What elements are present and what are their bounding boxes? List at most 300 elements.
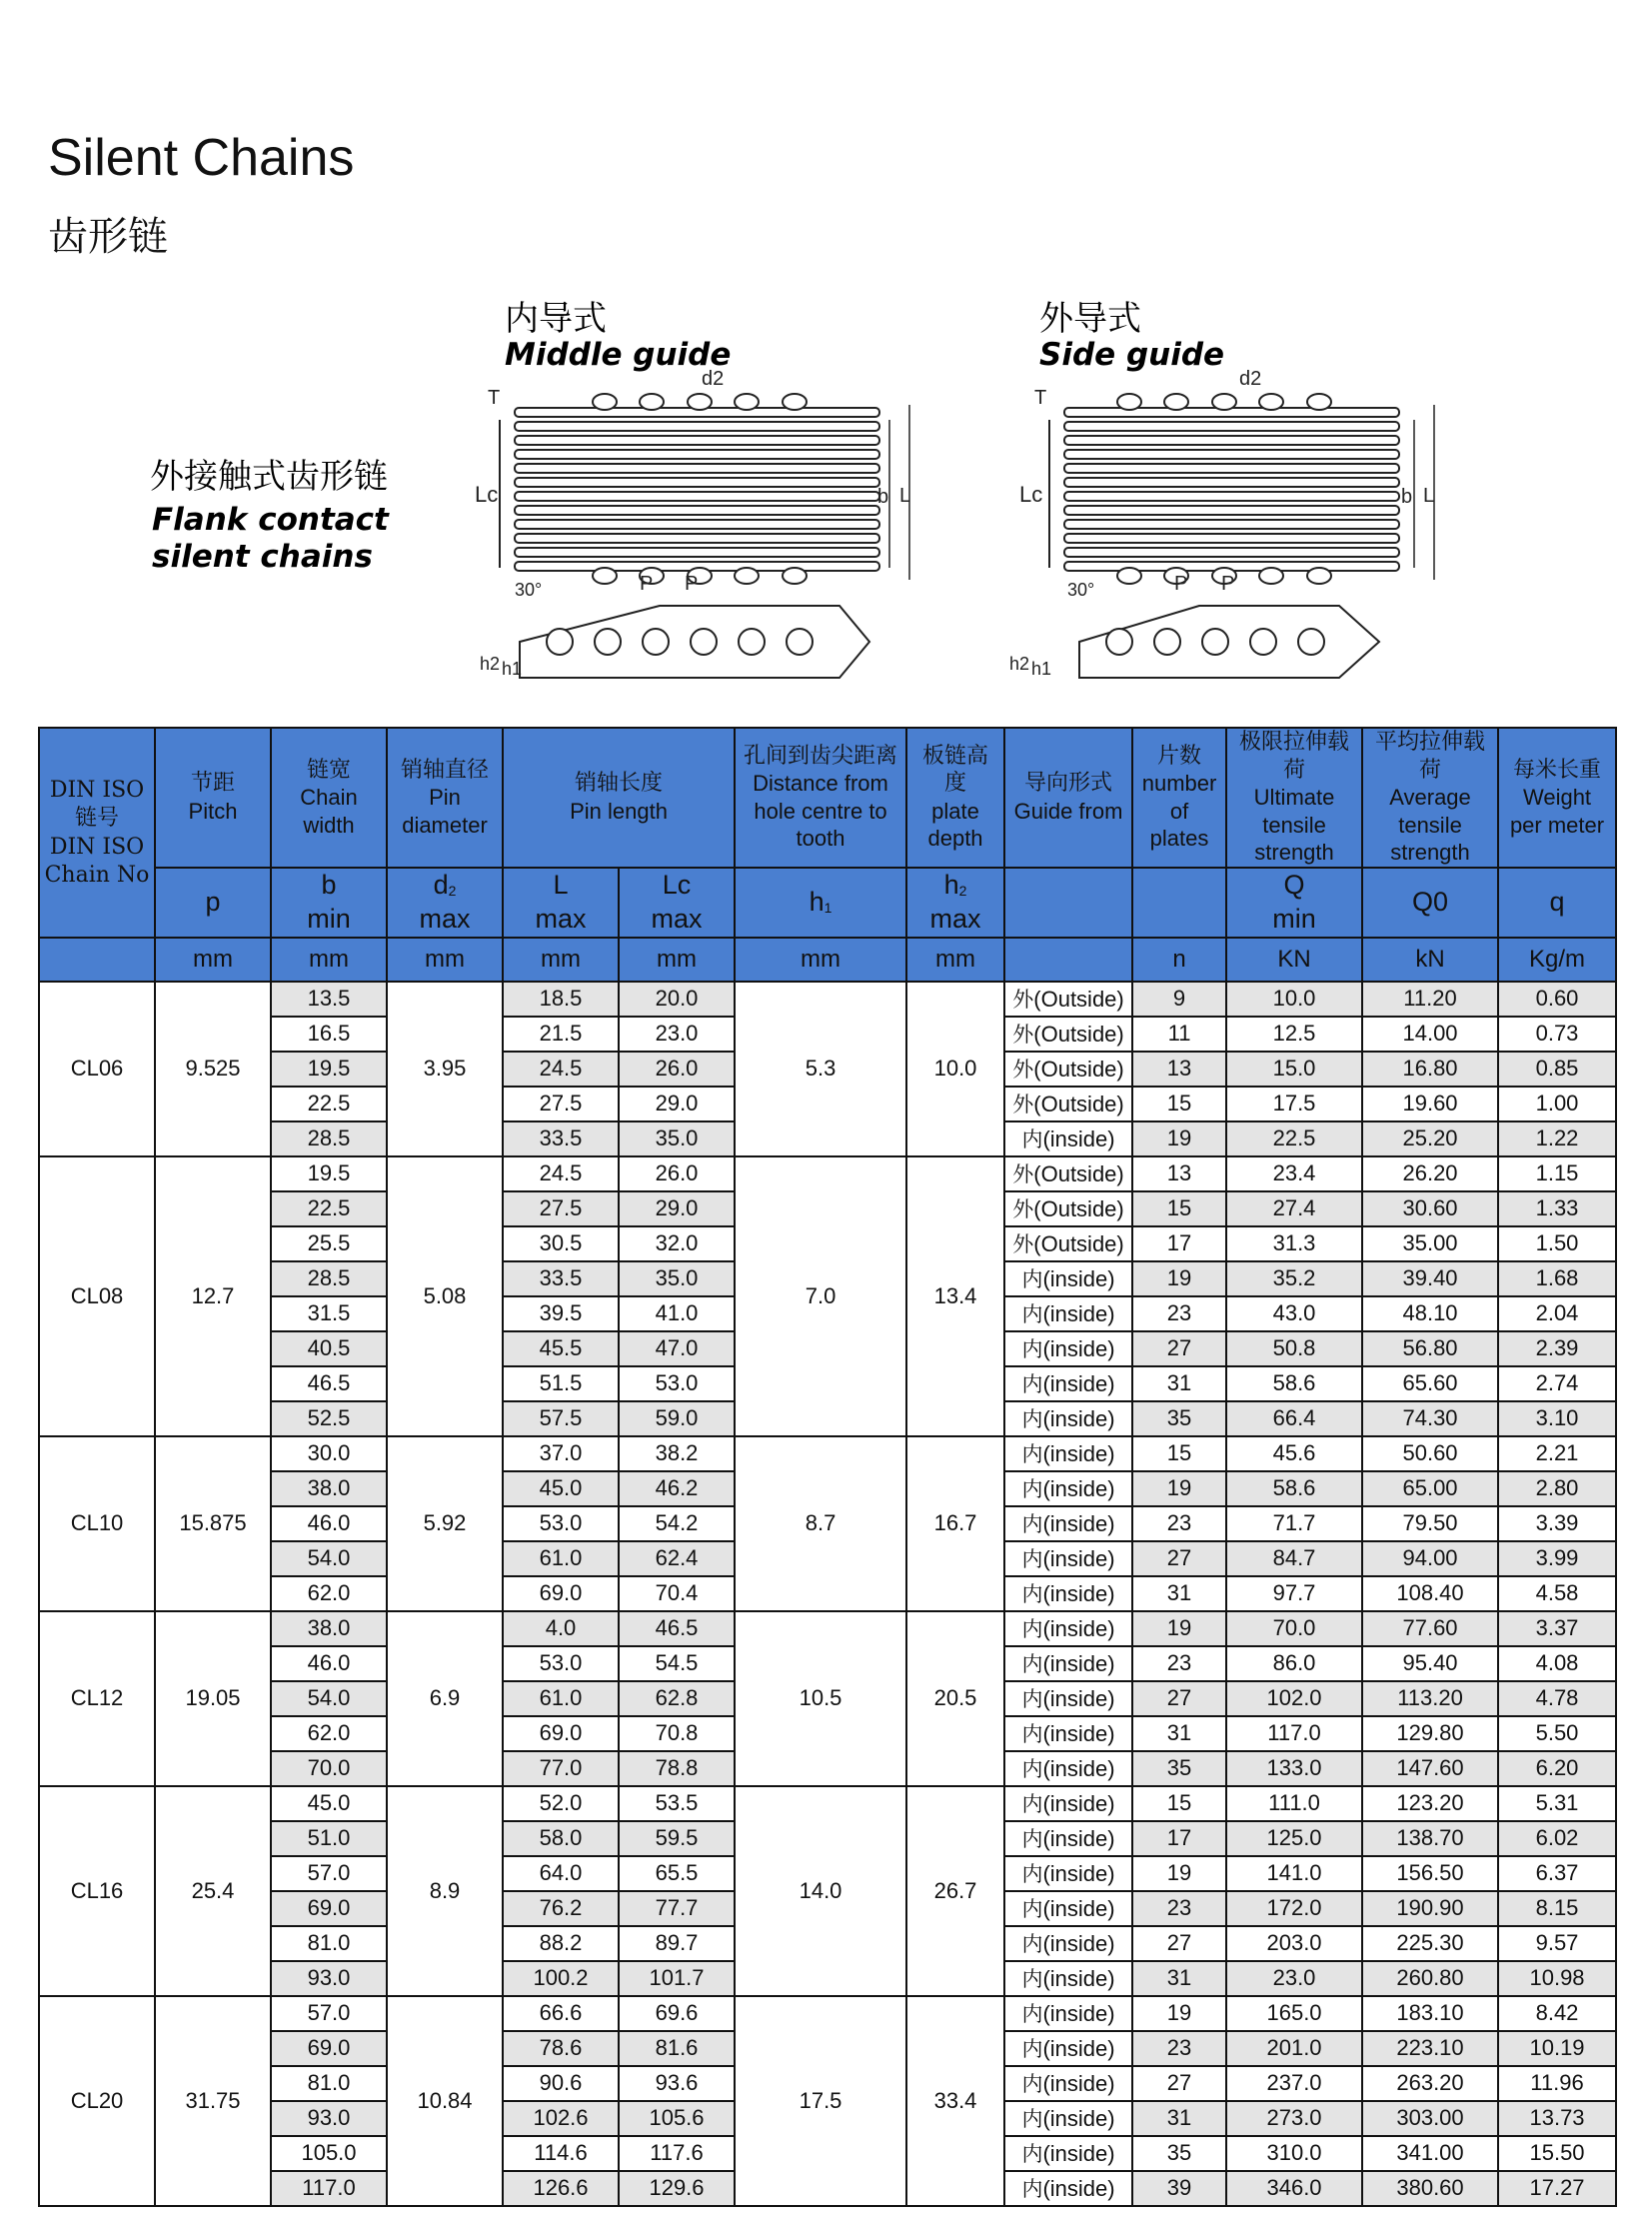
- guide-cell: 内(inside): [1004, 1961, 1132, 1996]
- h1-cell: 5.3: [735, 982, 906, 1156]
- plates-cell: 9: [1132, 982, 1226, 1017]
- pin-length-L-cell: 126.6: [503, 2171, 619, 2206]
- pin-length-L-cell: 24.5: [503, 1156, 619, 1191]
- pin-length-L-cell: 76.2: [503, 1891, 619, 1926]
- label-b-side: b: [1401, 486, 1413, 508]
- guide-cell: 外(Outside): [1004, 1017, 1132, 1052]
- average-cell: 147.60: [1362, 1751, 1498, 1786]
- average-cell: 113.20: [1362, 1681, 1498, 1716]
- sym-p: p: [155, 868, 271, 938]
- pitch-cell: 19.05: [155, 1611, 271, 1786]
- pin-length-L-cell: 61.0: [503, 1541, 619, 1576]
- ultimate-cell: 97.7: [1226, 1576, 1362, 1611]
- ultimate-cell: 43.0: [1226, 1296, 1362, 1331]
- sym-d2: $d_2$ max: [387, 868, 503, 938]
- weight-cell: 3.37: [1498, 1611, 1616, 1646]
- guide-cell: 内(inside): [1004, 1926, 1132, 1961]
- plates-cell: 31: [1132, 1961, 1226, 1996]
- guide-cell: 内(inside): [1004, 1541, 1132, 1576]
- average-cell: 16.80: [1362, 1052, 1498, 1087]
- pin-length-Lc-cell: 26.0: [619, 1052, 735, 1087]
- pin-length-Lc-cell: 59.0: [619, 1401, 735, 1436]
- average-cell: 35.00: [1362, 1226, 1498, 1261]
- table-row: [39, 1156, 1616, 1191]
- average-cell: 223.10: [1362, 2031, 1498, 2066]
- average-cell: 56.80: [1362, 1331, 1498, 1366]
- table-row: [39, 1786, 1616, 1821]
- width-cell: 57.0: [271, 1996, 387, 2031]
- average-cell: 183.10: [1362, 1996, 1498, 2031]
- average-cell: 190.90: [1362, 1891, 1498, 1926]
- h2-cell: 20.5: [906, 1611, 1004, 1786]
- unit-empty: [39, 938, 155, 982]
- plates-cell: 13: [1132, 1156, 1226, 1191]
- pin-length-Lc-cell: 81.6: [619, 2031, 735, 2066]
- plates-cell: 39: [1132, 2171, 1226, 2206]
- pin-length-L-cell: 4.0: [503, 1611, 619, 1646]
- guide-cell: 内(inside): [1004, 1646, 1132, 1681]
- weight-cell: 10.98: [1498, 1961, 1616, 1996]
- ultimate-cell: 15.0: [1226, 1052, 1362, 1087]
- unit-cell: mm: [735, 938, 906, 982]
- sym-Q0: Q0: [1362, 868, 1498, 938]
- ultimate-cell: 70.0: [1226, 1611, 1362, 1646]
- guide-cell: 内(inside): [1004, 1856, 1132, 1891]
- plates-cell: 23: [1132, 2031, 1226, 2066]
- hdr-pin-dia: 销轴直径 Pin diameter: [387, 728, 503, 868]
- guide-cell: 内(inside): [1004, 1996, 1132, 2031]
- label-P1: P: [640, 573, 654, 595]
- pin-length-L-cell: 57.5: [503, 1401, 619, 1436]
- width-cell: 70.0: [271, 1751, 387, 1786]
- pin-length-Lc-cell: 41.0: [619, 1296, 735, 1331]
- average-cell: 77.60: [1362, 1611, 1498, 1646]
- pin-length-Lc-cell: 29.0: [619, 1191, 735, 1226]
- guide-cell: 内(inside): [1004, 1296, 1132, 1331]
- h1-cell: 7.0: [735, 1156, 906, 1436]
- width-cell: 16.5: [271, 1017, 387, 1052]
- weight-cell: 3.10: [1498, 1401, 1616, 1436]
- label-b: b: [877, 486, 889, 508]
- guide-cell: 内(inside): [1004, 1751, 1132, 1786]
- width-cell: 28.5: [271, 1261, 387, 1296]
- pin-length-L-cell: 90.6: [503, 2066, 619, 2101]
- pitch-cell: 12.7: [155, 1156, 271, 1436]
- ultimate-cell: 35.2: [1226, 1261, 1362, 1296]
- pitch-cell: 15.875: [155, 1436, 271, 1611]
- ultimate-cell: 346.0: [1226, 2171, 1362, 2206]
- average-cell: 260.80: [1362, 1961, 1498, 1996]
- plates-cell: 15: [1132, 1087, 1226, 1121]
- average-cell: 11.20: [1362, 982, 1498, 1017]
- ultimate-cell: 58.6: [1226, 1471, 1362, 1506]
- width-cell: 31.5: [271, 1296, 387, 1331]
- width-cell: 38.0: [271, 1471, 387, 1506]
- pin-length-L-cell: 78.6: [503, 2031, 619, 2066]
- pin-length-L-cell: 39.5: [503, 1296, 619, 1331]
- weight-cell: 17.27: [1498, 2171, 1616, 2206]
- average-cell: 138.70: [1362, 1821, 1498, 1856]
- guide-cell: 内(inside): [1004, 1786, 1132, 1821]
- plates-cell: 31: [1132, 1716, 1226, 1751]
- width-cell: 57.0: [271, 1856, 387, 1891]
- width-cell: 117.0: [271, 2171, 387, 2206]
- pin-length-Lc-cell: 78.8: [619, 1751, 735, 1786]
- pin-length-Lc-cell: 70.8: [619, 1716, 735, 1751]
- pin-length-Lc-cell: 77.7: [619, 1891, 735, 1926]
- pin-length-Lc-cell: 105.6: [619, 2101, 735, 2136]
- pin-length-Lc-cell: 46.5: [619, 1611, 735, 1646]
- average-cell: 225.30: [1362, 1926, 1498, 1961]
- unit-cell: [1004, 938, 1132, 982]
- plates-cell: 23: [1132, 1296, 1226, 1331]
- unit-cell: mm: [503, 938, 619, 982]
- h2-cell: 26.7: [906, 1786, 1004, 1996]
- h1-cell: 17.5: [735, 1996, 906, 2206]
- pin-length-L-cell: 64.0: [503, 1856, 619, 1891]
- guide-cell: 内(inside): [1004, 1401, 1132, 1436]
- pin-length-L-cell: 114.6: [503, 2136, 619, 2171]
- ultimate-cell: 111.0: [1226, 1786, 1362, 1821]
- weight-cell: 6.20: [1498, 1751, 1616, 1786]
- pin-length-L-cell: 21.5: [503, 1017, 619, 1052]
- weight-cell: 5.50: [1498, 1716, 1616, 1751]
- chain-no-cell: CL08: [39, 1156, 155, 1436]
- pin-length-L-cell: 100.2: [503, 1961, 619, 1996]
- hdr-pitch: 节距 Pitch: [155, 728, 271, 868]
- ultimate-cell: 23.4: [1226, 1156, 1362, 1191]
- hdr-weight: 每米长重 Weight per meter: [1498, 728, 1616, 868]
- unit-cell: mm: [271, 938, 387, 982]
- hdr-plates: 片数 number of plates: [1132, 728, 1226, 868]
- pin-length-Lc-cell: 26.0: [619, 1156, 735, 1191]
- average-cell: 14.00: [1362, 1017, 1498, 1052]
- pin-length-Lc-cell: 46.2: [619, 1471, 735, 1506]
- hdr-ultimate: 极限拉伸载 荷 Ultimate tensile strength: [1226, 728, 1362, 868]
- chain-no-cell: CL20: [39, 1996, 155, 2206]
- weight-cell: 4.58: [1498, 1576, 1616, 1611]
- pin-length-L-cell: 33.5: [503, 1121, 619, 1156]
- average-cell: 341.00: [1362, 2136, 1498, 2171]
- pin-length-Lc-cell: 62.4: [619, 1541, 735, 1576]
- hdr-hole-distance: 孔间到齿尖距离 Distance from hole centre to tooth: [735, 728, 906, 868]
- plates-cell: 11: [1132, 1017, 1226, 1052]
- width-cell: 46.0: [271, 1506, 387, 1541]
- sym-L: L max: [503, 868, 619, 938]
- label-T: T: [488, 387, 501, 409]
- average-cell: 30.60: [1362, 1191, 1498, 1226]
- guide-cell: 内(inside): [1004, 1261, 1132, 1296]
- weight-cell: 2.39: [1498, 1331, 1616, 1366]
- spec-table: [38, 727, 1617, 2207]
- flank-label-en-2: silent chains: [152, 539, 373, 575]
- guide-cell: 内(inside): [1004, 2136, 1132, 2171]
- width-cell: 54.0: [271, 1681, 387, 1716]
- average-cell: 50.60: [1362, 1436, 1498, 1471]
- weight-cell: 0.73: [1498, 1017, 1616, 1052]
- ultimate-cell: 172.0: [1226, 1891, 1362, 1926]
- ultimate-cell: 71.7: [1226, 1506, 1362, 1541]
- weight-cell: 8.42: [1498, 1996, 1616, 2031]
- ultimate-cell: 141.0: [1226, 1856, 1362, 1891]
- width-cell: 93.0: [271, 2101, 387, 2136]
- chain-no-cell: CL06: [39, 982, 155, 1156]
- pin-length-Lc-cell: 20.0: [619, 982, 735, 1017]
- width-cell: 45.0: [271, 1786, 387, 1821]
- pin-length-Lc-cell: 62.8: [619, 1681, 735, 1716]
- unit-cell: kN: [1362, 938, 1498, 982]
- ultimate-cell: 102.0: [1226, 1681, 1362, 1716]
- pin-length-L-cell: 33.5: [503, 1261, 619, 1296]
- guide-cell: 内(inside): [1004, 1716, 1132, 1751]
- label-L-side: L: [1423, 485, 1435, 507]
- pin-length-L-cell: 77.0: [503, 1751, 619, 1786]
- width-cell: 22.5: [271, 1191, 387, 1226]
- side-guide-en: Side guide: [1039, 337, 1225, 373]
- pin-length-Lc-cell: 35.0: [619, 1261, 735, 1296]
- pin-length-L-cell: 66.6: [503, 1996, 619, 2031]
- pin-length-Lc-cell: 35.0: [619, 1121, 735, 1156]
- average-cell: 65.00: [1362, 1471, 1498, 1506]
- pin-length-Lc-cell: 89.7: [619, 1926, 735, 1961]
- guide-cell: 内(inside): [1004, 1436, 1132, 1471]
- plates-cell: 27: [1132, 1331, 1226, 1366]
- plates-cell: 15: [1132, 1786, 1226, 1821]
- guide-cell: 内(inside): [1004, 1331, 1132, 1366]
- pin-length-Lc-cell: 59.5: [619, 1821, 735, 1856]
- ultimate-cell: 201.0: [1226, 2031, 1362, 2066]
- pin-length-Lc-cell: 129.6: [619, 2171, 735, 2206]
- unit-cell: n: [1132, 938, 1226, 982]
- width-cell: 81.0: [271, 1926, 387, 1961]
- width-cell: 19.5: [271, 1156, 387, 1191]
- plates-cell: 31: [1132, 1366, 1226, 1401]
- average-cell: 39.40: [1362, 1261, 1498, 1296]
- plates-cell: 17: [1132, 1226, 1226, 1261]
- label-d2-side: d2: [1239, 368, 1262, 390]
- plates-cell: 35: [1132, 1751, 1226, 1786]
- width-cell: 51.0: [271, 1821, 387, 1856]
- ultimate-cell: 237.0: [1226, 2066, 1362, 2101]
- average-cell: 156.50: [1362, 1856, 1498, 1891]
- pin-dia-cell: 6.9: [387, 1611, 503, 1786]
- unit-cell: KN: [1226, 938, 1362, 982]
- guide-cell: 内(inside): [1004, 2171, 1132, 2206]
- pin-length-L-cell: 18.5: [503, 982, 619, 1017]
- plates-cell: 19: [1132, 1611, 1226, 1646]
- hdr-plate-depth: 板链高 度 plate depth: [906, 728, 1004, 868]
- page-title: Silent Chains: [48, 129, 355, 187]
- ultimate-cell: 133.0: [1226, 1751, 1362, 1786]
- pin-length-Lc-cell: 54.5: [619, 1646, 735, 1681]
- guide-cell: 外(Outside): [1004, 1156, 1132, 1191]
- plates-cell: 15: [1132, 1436, 1226, 1471]
- pin-length-L-cell: 69.0: [503, 1716, 619, 1751]
- weight-cell: 0.60: [1498, 982, 1616, 1017]
- ultimate-cell: 165.0: [1226, 1996, 1362, 2031]
- average-cell: 263.20: [1362, 2066, 1498, 2101]
- pin-length-Lc-cell: 65.5: [619, 1856, 735, 1891]
- pin-length-L-cell: 51.5: [503, 1366, 619, 1401]
- page-subtitle: 齿形链: [48, 214, 168, 260]
- width-cell: 93.0: [271, 1961, 387, 1996]
- guide-cell: 内(inside): [1004, 1681, 1132, 1716]
- table-row: [39, 1611, 1616, 1646]
- width-cell: 22.5: [271, 1087, 387, 1121]
- width-cell: 54.0: [271, 1541, 387, 1576]
- weight-cell: 3.39: [1498, 1506, 1616, 1541]
- middle-guide-zh: 内导式: [505, 299, 607, 339]
- ultimate-cell: 17.5: [1226, 1087, 1362, 1121]
- average-cell: 129.80: [1362, 1716, 1498, 1751]
- ultimate-cell: 27.4: [1226, 1191, 1362, 1226]
- pin-length-Lc-cell: 23.0: [619, 1017, 735, 1052]
- plates-cell: 27: [1132, 2066, 1226, 2101]
- average-cell: 26.20: [1362, 1156, 1498, 1191]
- width-cell: 62.0: [271, 1716, 387, 1751]
- guide-cell: 外(Outside): [1004, 982, 1132, 1017]
- ultimate-cell: 50.8: [1226, 1331, 1362, 1366]
- ultimate-cell: 84.7: [1226, 1541, 1362, 1576]
- middle-guide-en: Middle guide: [505, 337, 732, 373]
- pin-length-Lc-cell: 69.6: [619, 1996, 735, 2031]
- plates-cell: 15: [1132, 1191, 1226, 1226]
- pin-dia-cell: 5.08: [387, 1156, 503, 1436]
- sym-Lc: Lc max: [619, 868, 735, 938]
- pin-length-L-cell: 30.5: [503, 1226, 619, 1261]
- average-cell: 95.40: [1362, 1646, 1498, 1681]
- average-cell: 79.50: [1362, 1506, 1498, 1541]
- plates-cell: 31: [1132, 2101, 1226, 2136]
- plates-cell: 13: [1132, 1052, 1226, 1087]
- pin-dia-cell: 8.9: [387, 1786, 503, 1996]
- pin-length-L-cell: 24.5: [503, 1052, 619, 1087]
- weight-cell: 4.78: [1498, 1681, 1616, 1716]
- pitch-cell: 25.4: [155, 1786, 271, 1996]
- h2-cell: 33.4: [906, 1996, 1004, 2206]
- width-cell: 30.0: [271, 1436, 387, 1471]
- ultimate-cell: 31.3: [1226, 1226, 1362, 1261]
- ultimate-cell: 273.0: [1226, 2101, 1362, 2136]
- pin-length-L-cell: 52.0: [503, 1786, 619, 1821]
- weight-cell: 2.21: [1498, 1436, 1616, 1471]
- h1-cell: 8.7: [735, 1436, 906, 1611]
- h1-cell: 14.0: [735, 1786, 906, 1996]
- unit-cell: mm: [155, 938, 271, 982]
- chain-diagrams: [140, 290, 1489, 710]
- width-cell: 28.5: [271, 1121, 387, 1156]
- width-cell: 46.0: [271, 1646, 387, 1681]
- average-cell: 108.40: [1362, 1576, 1498, 1611]
- width-cell: 38.0: [271, 1611, 387, 1646]
- plates-cell: 35: [1132, 2136, 1226, 2171]
- pin-length-L-cell: 45.0: [503, 1471, 619, 1506]
- plates-cell: 31: [1132, 1576, 1226, 1611]
- weight-cell: 10.19: [1498, 2031, 1616, 2066]
- guide-cell: 内(inside): [1004, 2031, 1132, 2066]
- label-Lc-side: Lc: [1019, 482, 1043, 507]
- width-cell: 81.0: [271, 2066, 387, 2101]
- pitch-cell: 9.525: [155, 982, 271, 1156]
- weight-cell: 9.57: [1498, 1926, 1616, 1961]
- flank-label-en-1: Flank contact: [152, 502, 389, 538]
- label-Lc: Lc: [475, 482, 499, 507]
- pin-length-Lc-cell: 101.7: [619, 1961, 735, 1996]
- average-cell: 94.00: [1362, 1541, 1498, 1576]
- hdr-chain-no: DIN ISO 链号 DIN ISO Chain No: [39, 728, 155, 938]
- plates-cell: 23: [1132, 1646, 1226, 1681]
- flank-label-zh: 外接触式齿形链: [150, 457, 388, 497]
- ultimate-cell: 125.0: [1226, 1821, 1362, 1856]
- label-P2: P: [685, 573, 699, 595]
- pin-length-L-cell: 27.5: [503, 1191, 619, 1226]
- pin-length-L-cell: 58.0: [503, 1821, 619, 1856]
- guide-cell: 外(Outside): [1004, 1052, 1132, 1087]
- width-cell: 69.0: [271, 1891, 387, 1926]
- hdr-guide: 导向形式 Guide from: [1004, 728, 1132, 868]
- pin-dia-cell: 3.95: [387, 982, 503, 1156]
- width-cell: 19.5: [271, 1052, 387, 1087]
- weight-cell: 15.50: [1498, 2136, 1616, 2171]
- ultimate-cell: 23.0: [1226, 1961, 1362, 1996]
- unit-cell: mm: [906, 938, 1004, 982]
- plates-cell: 17: [1132, 1821, 1226, 1856]
- weight-cell: 1.15: [1498, 1156, 1616, 1191]
- hdr-average: 平均拉伸载 荷 Average tensile strength: [1362, 728, 1498, 868]
- sym-h1: $h_1$: [735, 868, 906, 938]
- pin-length-Lc-cell: 54.2: [619, 1506, 735, 1541]
- label-L: L: [899, 485, 911, 507]
- label-30deg: 30°: [515, 580, 543, 600]
- unit-cell: mm: [619, 938, 735, 982]
- hdr-pin-length: 销轴长度 Pin length: [503, 728, 735, 868]
- plates-cell: 19: [1132, 1856, 1226, 1891]
- label-d2: d2: [702, 368, 725, 390]
- h2-cell: 16.7: [906, 1436, 1004, 1611]
- guide-cell: 内(inside): [1004, 1121, 1132, 1156]
- label-P1-side: P: [1174, 573, 1188, 595]
- guide-cell: 内(inside): [1004, 1506, 1132, 1541]
- plates-cell: 19: [1132, 1996, 1226, 2031]
- ultimate-cell: 66.4: [1226, 1401, 1362, 1436]
- chain-no-cell: CL12: [39, 1611, 155, 1786]
- average-cell: 123.20: [1362, 1786, 1498, 1821]
- sym-plates-empty: [1132, 868, 1226, 938]
- guide-cell: 外(Outside): [1004, 1191, 1132, 1226]
- hdr-width: 链宽 Chain width: [271, 728, 387, 868]
- label-h1-side: h1: [1031, 659, 1052, 679]
- ultimate-cell: 117.0: [1226, 1716, 1362, 1751]
- weight-cell: 1.68: [1498, 1261, 1616, 1296]
- weight-cell: 2.74: [1498, 1366, 1616, 1401]
- pin-length-L-cell: 53.0: [503, 1506, 619, 1541]
- plates-cell: 19: [1132, 1121, 1226, 1156]
- pin-length-L-cell: 102.6: [503, 2101, 619, 2136]
- pin-length-Lc-cell: 53.0: [619, 1366, 735, 1401]
- table-row: [39, 1436, 1616, 1471]
- chain-no-cell: CL10: [39, 1436, 155, 1611]
- pin-length-L-cell: 61.0: [503, 1681, 619, 1716]
- pin-length-Lc-cell: 70.4: [619, 1576, 735, 1611]
- width-cell: 40.5: [271, 1331, 387, 1366]
- pin-length-Lc-cell: 38.2: [619, 1436, 735, 1471]
- pin-length-Lc-cell: 117.6: [619, 2136, 735, 2171]
- average-cell: 19.60: [1362, 1087, 1498, 1121]
- width-cell: 52.5: [271, 1401, 387, 1436]
- average-cell: 65.60: [1362, 1366, 1498, 1401]
- plates-cell: 19: [1132, 1471, 1226, 1506]
- width-cell: 69.0: [271, 2031, 387, 2066]
